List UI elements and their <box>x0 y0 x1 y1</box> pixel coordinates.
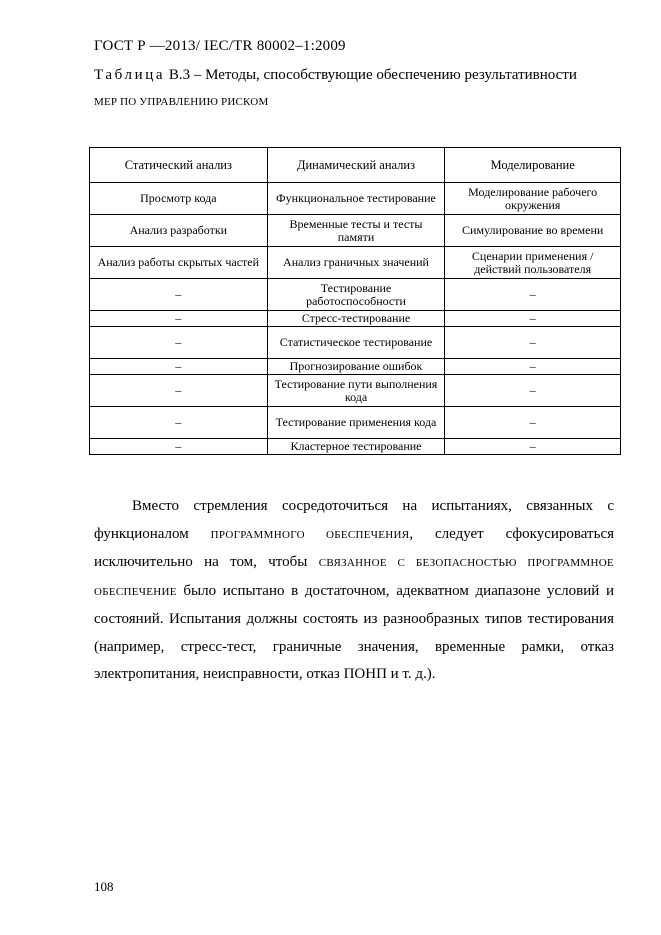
table-cell: Симулирование во времени <box>445 215 621 247</box>
body-paragraph <box>94 493 614 689</box>
caption-label: Таблица <box>94 67 166 83</box>
table-caption <box>94 67 614 84</box>
table-cell: Моделирование рабочего окружения <box>445 183 621 215</box>
table-cell: – <box>90 327 268 359</box>
table-row <box>90 327 621 359</box>
table-cell: Прогнозирование ошибок <box>267 359 445 375</box>
body-text-3: было испытано в достаточном, адекватном диапазоне условий и состояний. Испытания должны состоять из разнообразных типов тестирования (например, стресс-тест, граничные значения, временные рамки, отказ электропитания, неисправности, отказ ПОНП и т. д.). <box>94 582 614 682</box>
table-cell: Анализ работы скрытых частей <box>90 247 268 279</box>
table-cell: Статистическое тестирование <box>267 327 445 359</box>
table-cell: – <box>90 439 268 455</box>
header-static-analysis: Статический анализ <box>90 148 268 183</box>
page-number: 108 <box>94 879 114 894</box>
table-cell: – <box>90 407 268 439</box>
table-cell: Анализ разработки <box>90 215 268 247</box>
table-header-row <box>90 148 621 183</box>
table-cell: Тестирование пути выполнения кода <box>267 375 445 407</box>
term-software: ПРОГРАММНОГО ОБЕСПЕЧЕНИЯ <box>210 528 410 541</box>
table-cell: Функциональное тестирование <box>267 183 445 215</box>
header-modeling: Моделирование <box>445 148 621 183</box>
table-cell: – <box>90 375 268 407</box>
table-row <box>90 439 621 455</box>
table-row <box>90 279 621 311</box>
table-row <box>90 215 621 247</box>
table-cell: Сценарии применения / действий пользователя <box>445 247 621 279</box>
table-cell: – <box>445 439 621 455</box>
table-cell: Временные тесты и тесты памяти <box>267 215 445 247</box>
methods-table <box>89 147 621 455</box>
table-cell: Просмотр кода <box>90 183 268 215</box>
table-cell: Кластерное тестирование <box>267 439 445 455</box>
table-row <box>90 359 621 375</box>
table-cell: – <box>90 311 268 327</box>
header-dynamic-analysis: Динамический анализ <box>267 148 445 183</box>
table-caption-line2: МЕР ПО УПРАВЛЕНИЮ РИСКОМ <box>94 96 269 108</box>
table-cell: Тестирование работоспособности <box>267 279 445 311</box>
table-cell: Стресс-тестирование <box>267 311 445 327</box>
table-cell: – <box>445 375 621 407</box>
table-row <box>90 407 621 439</box>
table-row <box>90 183 621 215</box>
table-cell: Анализ граничных значений <box>267 247 445 279</box>
table-cell: – <box>445 311 621 327</box>
body-text-2: , следует сфокусироваться исключительно на том, чтобы <box>94 525 614 570</box>
table-cell: – <box>445 407 621 439</box>
table-cell: – <box>90 359 268 375</box>
table-cell: – <box>445 279 621 311</box>
table-row <box>90 247 621 279</box>
table-cell: – <box>445 327 621 359</box>
table-row <box>90 311 621 327</box>
table-row <box>90 375 621 407</box>
document-header: ГОСТ Р —2013/ IEC/TR 80002–1:2009 <box>94 38 346 54</box>
table-cell: – <box>445 359 621 375</box>
caption-text: В.3 – Методы, способствующие обеспечению результативности <box>165 67 577 83</box>
table-cell: – <box>90 279 268 311</box>
body-text-1: Вместо стремления сосредоточиться на испытаниях, связанных с функционалом <box>94 498 614 542</box>
table-cell: Тестирование применения кода <box>267 407 445 439</box>
term-safety-software: СВЯЗАННОЕ С БЕЗОПАСНОСТЬЮ ПРОГРАММНОЕ ОБЕСПЕЧЕНИЕ <box>94 557 615 598</box>
